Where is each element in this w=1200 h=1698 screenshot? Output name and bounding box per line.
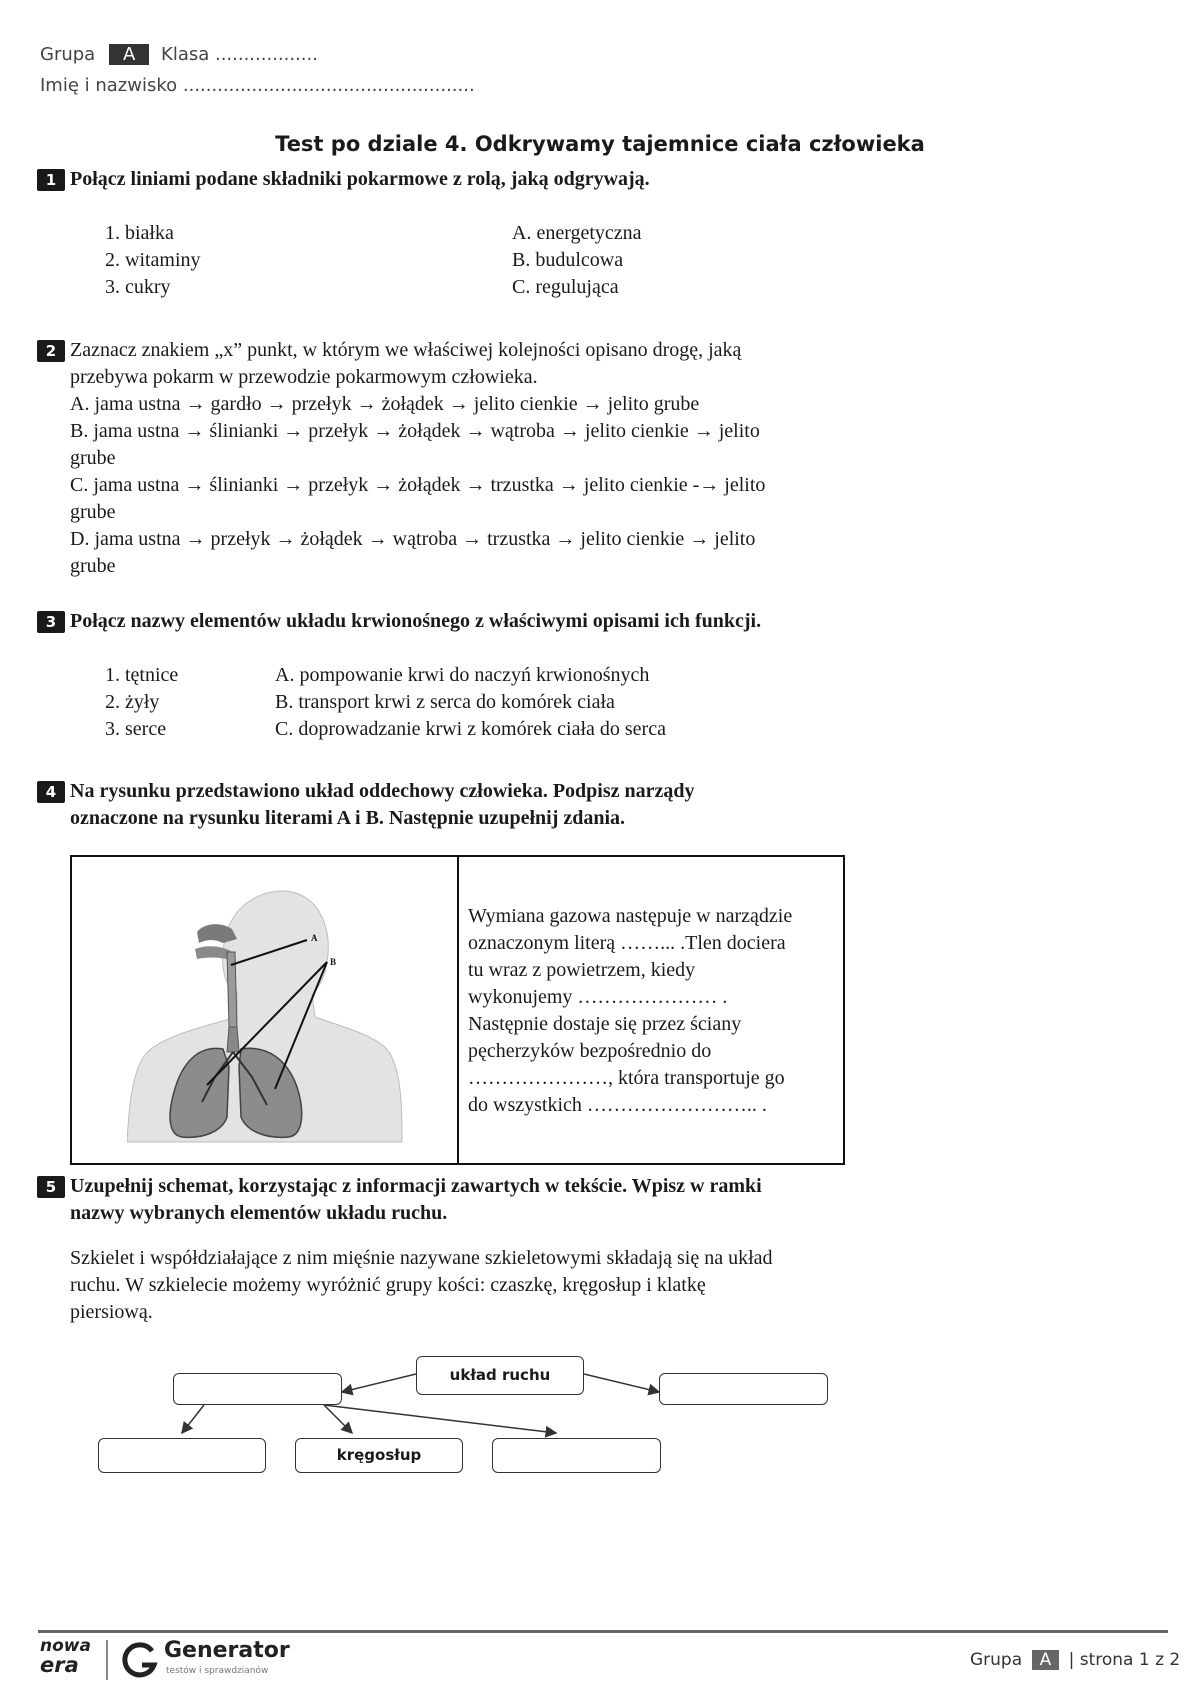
question-number-1: 1 bbox=[37, 169, 65, 191]
footer-page-number: | strona 1 z 2 bbox=[1068, 1650, 1181, 1670]
footer-logo-divider bbox=[106, 1640, 108, 1680]
q4-prompt-line: oznaczone na rysunku literami A i B. Następnie uzupełnij zdania. bbox=[70, 807, 626, 829]
q3-left-item: 1. tętnice bbox=[105, 664, 179, 686]
q4-text-line: oznaczonym literą ……... .Tlen dociera bbox=[468, 932, 786, 954]
page-title: Test po dziale 4. Odkrywamy tajemnice ciała człowieka bbox=[275, 132, 925, 156]
q1-right-item: B. budulcowa bbox=[512, 249, 624, 271]
footer-rule bbox=[38, 1630, 1168, 1633]
q5-text-line: piersiową. bbox=[70, 1301, 153, 1323]
generator-subtitle: testów i sprawdzianów bbox=[166, 1666, 269, 1676]
q1-prompt: Połącz liniami podane składniki pokarmowe z rolą, jaką odgrywają. bbox=[70, 168, 650, 190]
q2-option-c-cont: grube bbox=[70, 501, 116, 523]
q1-right-item: C. regulująca bbox=[512, 276, 619, 298]
group-label: Grupa bbox=[40, 44, 96, 65]
q3-prompt: Połącz nazwy elementów układu krwionośnego z właściwymi opisami ich funkcji. bbox=[70, 610, 762, 632]
q4-text-line: Następnie dostaje się przez ściany bbox=[468, 1013, 742, 1035]
label-b: B bbox=[330, 957, 337, 967]
diagram-box-empty[interactable] bbox=[98, 1438, 266, 1473]
q2-option-d[interactable]: D. jama ustna → przełyk → żołądek → wątroba → trzustka → jelito cienkie → jelito bbox=[70, 528, 756, 550]
q3-right-item: C. doprowadzanie krwi z komórek ciała do serca bbox=[275, 718, 666, 740]
name-line: Imię i nazwisko ................................................... bbox=[40, 75, 475, 96]
footer-group-label: Grupa bbox=[970, 1650, 1023, 1670]
q1-left-item: 3. cukry bbox=[105, 276, 171, 298]
q4-text-line: do wszystkich …………………….. . bbox=[468, 1094, 767, 1116]
diagram-box-empty[interactable] bbox=[492, 1438, 661, 1473]
q4-text-line: Wymiana gazowa następuje w narządzie bbox=[468, 905, 793, 927]
nowa-era-logo bbox=[40, 1638, 96, 1682]
generator-g-icon bbox=[120, 1641, 160, 1681]
q4-text-line: wykonujemy ………………… . bbox=[468, 986, 728, 1008]
diagram-box-empty[interactable] bbox=[659, 1373, 828, 1405]
question-number-2: 2 bbox=[37, 340, 65, 362]
question-number-5: 5 bbox=[37, 1176, 65, 1198]
q2-prompt-line: przebywa pokarm w przewodzie pokarmowym człowieka. bbox=[70, 366, 538, 388]
q2-option-b[interactable]: B. jama ustna → ślinianki → przełyk → żołądek → wątroba → jelito cienkie → jelito bbox=[70, 420, 760, 442]
class-label: Klasa .................. bbox=[161, 44, 318, 65]
q1-left-item: 1. białka bbox=[105, 222, 174, 244]
logo-text-era: era bbox=[40, 1653, 79, 1677]
q1-right-item: A. energetyczna bbox=[512, 222, 642, 244]
logo-text-nowa: nowa bbox=[40, 1636, 91, 1656]
q5-text-line: ruchu. W szkielecie możemy wyróżnić grupy kości: czaszkę, kręgosłup i klatkę bbox=[70, 1274, 706, 1296]
q5-prompt-line: nazwy wybranych elementów układu ruchu. bbox=[70, 1202, 448, 1224]
q2-prompt-line: Zaznacz znakiem „x” punkt, w którym we właściwej kolejności opisano drogę, jaką bbox=[70, 339, 742, 361]
footer-page-info bbox=[970, 1650, 1180, 1670]
label-a: A bbox=[311, 933, 318, 943]
q2-option-a[interactable]: A. jama ustna → gardło → przełyk → żołądek → jelito cienkie → jelito grube bbox=[70, 393, 700, 415]
diagram-box-root: układ ruchu bbox=[416, 1356, 584, 1395]
q5-text-line: Szkielet i współdziałające z nim mięśnie nazywane szkieletowymi składają się na układ bbox=[70, 1247, 773, 1269]
q3-left-item: 3. serce bbox=[105, 718, 167, 740]
question-number-3: 3 bbox=[37, 611, 65, 633]
q4-text-line: …………………, która transportuje go bbox=[468, 1067, 785, 1089]
question-number-4: 4 bbox=[37, 781, 65, 803]
q5-prompt-line: Uzupełnij schemat, korzystając z informacji zawartych w tekście. Wpisz w ramki bbox=[70, 1175, 762, 1197]
generator-title: Generator bbox=[164, 1638, 290, 1663]
q3-right-item: A. pompowanie krwi do naczyń krwionośnych bbox=[275, 664, 650, 686]
group-badge: A bbox=[109, 44, 149, 65]
footer-group-badge: A bbox=[1032, 1650, 1060, 1670]
diagram-box-empty[interactable] bbox=[173, 1373, 342, 1405]
q1-left-item: 2. witaminy bbox=[105, 249, 201, 271]
q3-right-item: B. transport krwi z serca do komórek ciała bbox=[275, 691, 615, 713]
q4-prompt-line: Na rysunku przedstawiono układ oddechowy człowieka. Podpisz narządy bbox=[70, 780, 695, 802]
q4-text-line: pęcherzyków bezpośrednio do bbox=[468, 1040, 712, 1062]
q3-left-item: 2. żyły bbox=[105, 691, 160, 713]
q2-option-b-cont: grube bbox=[70, 447, 116, 469]
q4-text-line: tu wraz z powietrzem, kiedy bbox=[468, 959, 696, 981]
q2-option-c[interactable]: C. jama ustna → ślinianki → przełyk → żołądek → trzustka → jelito cienkie -→ jelito bbox=[70, 474, 766, 496]
diagram-box-spine: kręgosłup bbox=[295, 1438, 463, 1473]
q2-option-d-cont: grube bbox=[70, 555, 116, 577]
